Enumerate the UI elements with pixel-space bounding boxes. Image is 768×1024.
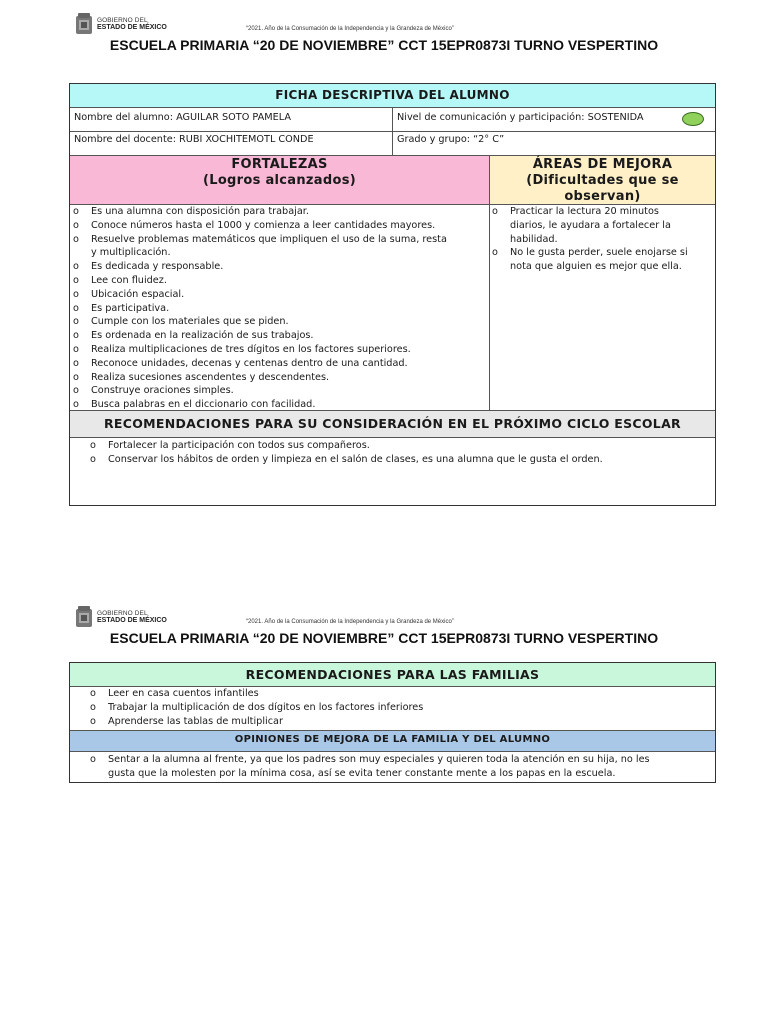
ficha-table [69, 83, 716, 506]
list-item-text: Practicar la lectura 20 minutos [510, 206, 659, 217]
list-item-text: Ubicación espacial. [91, 288, 185, 300]
opiniones-header: OPINIONES DE MEJORA DE LA FAMILIA Y DEL ALUMNO [70, 731, 715, 751]
bullet-icon: o [73, 219, 79, 231]
fortaleza-item [73, 357, 487, 371]
bullet-icon: o [73, 302, 79, 314]
opiniones-list [90, 753, 715, 781]
bullet-icon: o [73, 343, 79, 355]
bullet-icon: o [492, 206, 498, 217]
list-item-text: Fortalecer la participación con todos sus compañeros. [108, 440, 370, 451]
list-item-text: Es una alumna con disposición para trabajar. [91, 206, 309, 217]
ficha-title: FICHA DESCRIPTIVA DEL ALUMNO [70, 84, 715, 107]
school-title: ESCUELA PRIMARIA “20 DE NOVIEMBRE” CCT 15EPR0873I TURNO VESPERTINO [109, 37, 659, 53]
fortaleza-item [73, 205, 487, 219]
gov-line-1: GOBIERNO DEL [97, 17, 148, 24]
familias-list [90, 687, 710, 728]
fortalezas-title: FORTALEZAS [231, 157, 328, 172]
mejora-subtitle-1: (Dificultades que se [526, 173, 679, 188]
communication-level: Nivel de comunicación y participación: SOSTENIDA [397, 112, 644, 123]
fortalezas-list [73, 205, 487, 412]
page-header-1 [0, 12, 768, 60]
list-item-text: Lee con fluidez. [91, 274, 167, 286]
bullet-icon: o [73, 274, 79, 286]
fortaleza-item [73, 233, 487, 261]
fortaleza-item [73, 343, 487, 357]
list-item-text: nota que alguien es mejor que ella. [510, 261, 682, 273]
gov-line-2: ESTADO DE MÉXICO [97, 617, 167, 624]
list-item-text: Construye oraciones simples. [91, 385, 234, 397]
list-item-text: Conoce números hasta el 1000 y comienza a leer cantidades mayores. [91, 219, 436, 231]
fortaleza-item [73, 260, 487, 274]
bullet-icon: o [73, 261, 79, 273]
list-item-text: Leer en casa cuentos infantiles [108, 688, 259, 699]
bullet-icon: o [90, 715, 96, 727]
list-item-text: Es participativa. [91, 302, 170, 314]
bullet-icon: o [73, 385, 79, 397]
list-item-text: Reconoce unidades, decenas y centenas dentro de una cantidad. [91, 357, 408, 369]
list-item-text: Realiza multiplicaciones de tres dígitos en los factores superiores. [91, 343, 411, 355]
list-item-text: Conservar los hábitos de orden y limpieza en el salón de clases, es una alumna que le gusta el orden. [108, 453, 603, 465]
bullet-icon: o [73, 371, 79, 383]
fortaleza-item [73, 219, 487, 233]
mejora-title: ÁREAS DE MEJORA [532, 157, 673, 172]
opinion-item [90, 753, 715, 781]
list-item-text: Realiza sucesiones ascendentes y descendentes. [91, 371, 330, 383]
mejora-header [490, 156, 715, 204]
fortaleza-item [73, 329, 487, 343]
mejora-list [492, 205, 714, 274]
list-item-text: Es ordenada en la realización de sus trabajos. [91, 330, 314, 342]
fortaleza-item [73, 371, 487, 385]
student-name: Nombre del alumno: AGUILAR SOTO PAMELA [74, 112, 292, 123]
list-item-text: y multiplicación. [91, 247, 171, 259]
page-header-2 [0, 605, 768, 653]
teacher-name: Nombre del docente: RUBI XOCHITEMOTL CONDE [74, 134, 314, 145]
mejora-item [492, 246, 714, 274]
familias-header: RECOMENDACIONES PARA LAS FAMILIAS [70, 663, 715, 686]
bullet-icon: o [73, 330, 79, 342]
list-item-text: Busca palabras en el diccionario con facilidad. [91, 399, 316, 411]
grade-group: Grado y grupo: “2° C” [397, 134, 505, 145]
bullet-icon: o [90, 688, 96, 699]
fortaleza-item [73, 288, 487, 302]
bullet-icon: o [73, 399, 79, 411]
bullet-icon: o [90, 754, 96, 765]
mejora-subtitle-2: observan) [564, 189, 641, 204]
bullet-icon: o [73, 233, 79, 245]
government-logo [75, 605, 165, 631]
bullet-icon: o [492, 247, 498, 259]
bullet-icon: o [73, 206, 79, 217]
bullet-icon: o [73, 316, 79, 328]
recomendaciones-header: RECOMENDACIONES PARA SU CONSIDERACIÓN EN EL PRÓXIMO CICLO ESCOLAR [70, 411, 715, 437]
fortaleza-item [73, 302, 487, 316]
familia-item [90, 715, 710, 729]
list-item-text: Es dedicada y responsable. [91, 261, 224, 273]
school-title: ESCUELA PRIMARIA “20 DE NOVIEMBRE” CCT 15EPR0873I TURNO VESPERTINO [109, 630, 659, 646]
list-item-text: No le gusta perder, suele enojarse si [510, 247, 688, 259]
fortaleza-item [73, 384, 487, 398]
list-item-text: gusta que la molesten por la mínima cosa, así se evita tener constante mente a los papas en la escuela. [108, 767, 616, 779]
bullet-icon: o [90, 453, 96, 465]
bullet-icon: o [90, 701, 96, 713]
state-seal-icon [75, 605, 93, 629]
list-item-text: Trabajar la multiplicación de dos dígitos en los factores inferiores [108, 701, 424, 713]
bullet-icon: o [73, 288, 79, 300]
state-seal-icon [75, 12, 93, 36]
gov-line-2: ESTADO DE MÉXICO [97, 24, 167, 31]
list-item-text: Sentar a la alumna al frente, ya que los padres son muy especiales y quieren toda la atención en su hija, no les [108, 754, 650, 765]
familias-table [69, 662, 716, 783]
recomendacion-item [90, 439, 710, 453]
bullet-icon: o [73, 357, 79, 369]
year-motto: “2021. Año de la Consumación de la Independencia y la Grandeza de México” [246, 619, 454, 625]
status-indicator-icon [682, 112, 704, 126]
list-item-text: Cumple con los materiales que se piden. [91, 316, 289, 328]
familia-item [90, 687, 710, 701]
government-logo [75, 12, 165, 38]
recomendaciones-list [90, 439, 710, 467]
mejora-item [492, 205, 714, 246]
list-item-text: diarios, le ayudara a fortalecer la [510, 219, 671, 231]
recomendacion-item [90, 453, 710, 467]
year-motto: “2021. Año de la Consumación de la Independencia y la Grandeza de México” [246, 26, 454, 32]
list-item-text: habilidad. [510, 233, 558, 245]
fortaleza-item [73, 315, 487, 329]
list-item-text: Aprenderse las tablas de multiplicar [108, 715, 283, 727]
fortalezas-header [70, 156, 489, 204]
familia-item [90, 701, 710, 715]
gov-line-1: GOBIERNO DEL [97, 610, 148, 617]
fortaleza-item [73, 274, 487, 288]
list-item-text: Resuelve problemas matemáticos que impliquen el uso de la suma, resta [91, 233, 447, 245]
bullet-icon: o [90, 440, 96, 451]
fortalezas-subtitle: (Logros alcanzados) [203, 173, 356, 188]
